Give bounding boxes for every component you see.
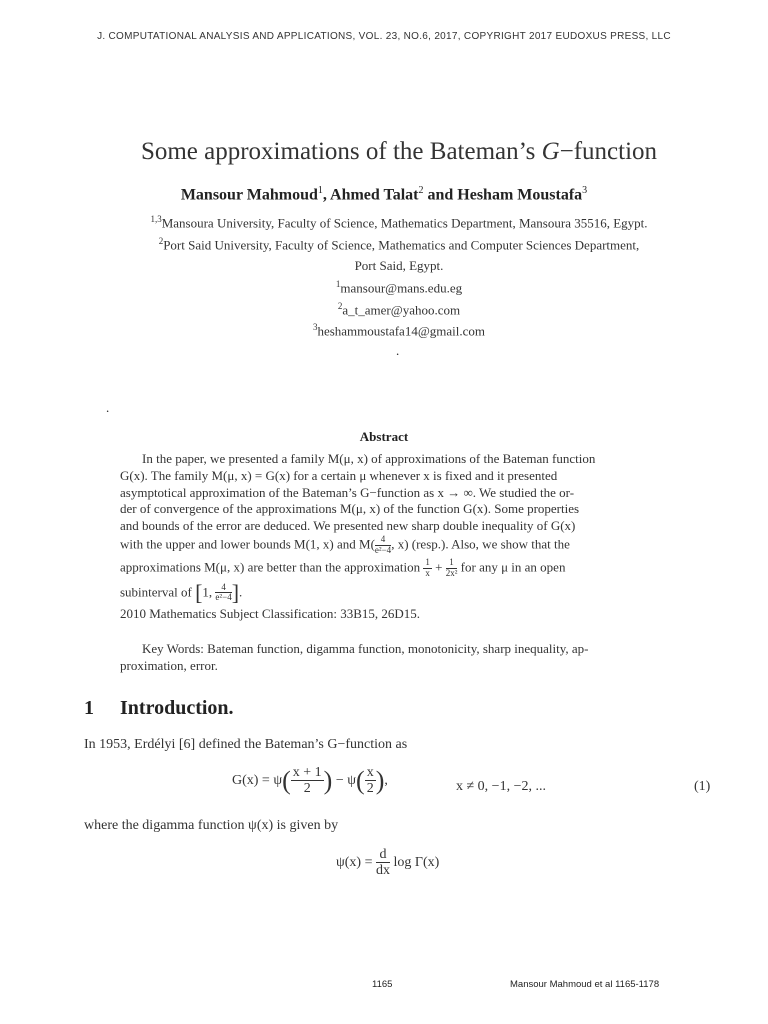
section-heading: [84, 697, 234, 720]
fraction-numerator: 4: [375, 535, 391, 546]
equation-middle: − ψ: [332, 772, 357, 788]
affiliation-line: [0, 236, 768, 253]
affiliation-sup: 1,3: [150, 214, 162, 224]
fraction-numerator: 4: [215, 583, 231, 594]
left-paren: (: [356, 765, 365, 795]
keywords: [120, 640, 678, 674]
title-variable: G: [541, 138, 560, 165]
fraction-denominator: e²−4: [215, 592, 232, 603]
email-sup: 3: [312, 322, 318, 332]
stray-dot: .: [106, 400, 110, 415]
fraction-denominator: dx: [375, 863, 390, 879]
fraction: [375, 535, 391, 556]
author-separator: ,: [322, 186, 331, 204]
abstract-text: for any μ in an open: [457, 559, 566, 575]
abstract-line: In the paper, we presented a family M(μ, x) of approximations of the Bateman function: [142, 451, 596, 466]
abstract-body: [120, 451, 678, 603]
abstract-text: approximations M(μ, x) are better than the approximation: [120, 559, 424, 575]
abstract-text: subinterval of: [120, 583, 196, 599]
fraction-numerator: x + 1: [292, 765, 322, 780]
author-list: [0, 185, 768, 204]
fraction-denominator: 2: [366, 781, 374, 797]
equation-comma: ,: [384, 772, 388, 788]
email-text: a_t_amer@yahoo.com: [342, 302, 461, 318]
intro-paragraph: In 1953, Erdélyi [6] defined the Bateman’s G−function as: [84, 737, 408, 752]
author-sup: 2: [418, 185, 424, 196]
journal-header: J. COMPUTATIONAL ANALYSIS AND APPLICATIONS, VOL. 23, NO.6, 2017, COPYRIGHT 2017 EUDOXUS PRESS, LLC: [97, 31, 671, 42]
equation-lhs: ψ(x) =: [336, 854, 376, 870]
msc-classification: 2010 Mathematics Subject Classification: 33B15, 26D15.: [120, 606, 421, 621]
equation-lhs: G(x) = ψ: [232, 772, 283, 788]
stray-dot: .: [396, 343, 400, 358]
equation-number: (1): [694, 779, 711, 794]
fraction-numerator: d: [376, 847, 390, 863]
right-paren: ): [375, 765, 385, 795]
fraction: [365, 765, 376, 797]
equation-1: [232, 765, 388, 797]
keywords-line: Key Words: Bateman function, digamma function, monotonicity, sharp inequality, ap-: [142, 641, 589, 656]
plus-sign: +: [431, 559, 446, 575]
fraction-denominator: 2: [303, 781, 311, 797]
affiliation-line: [0, 258, 768, 274]
left-bracket: [: [195, 579, 203, 605]
title-text: Some approximations of the Bateman’s: [140, 138, 542, 165]
email-line: [0, 322, 768, 339]
paper-title: [0, 138, 768, 166]
email-sup: 1: [335, 279, 341, 289]
email-sup: 2: [337, 301, 343, 311]
abstract-line: [120, 558, 678, 579]
email-text: mansour@mans.edu.eg: [340, 280, 463, 296]
email-line: [0, 301, 768, 318]
fraction-numerator: x: [366, 765, 374, 780]
affiliation-line: [0, 214, 768, 231]
title-suffix: −function: [559, 138, 658, 165]
abstract-line: asymptotical approximation of the Bateman’s G−function as x → ∞. We studied the or-: [120, 484, 575, 500]
right-bracket: ]: [231, 579, 240, 605]
fraction: [423, 558, 432, 579]
abstract-text: .: [239, 583, 243, 599]
fraction-denominator: 2x²: [445, 567, 458, 578]
author-name: Hesham Moustafa: [457, 186, 583, 204]
abstract-line: [120, 579, 678, 605]
author-sup: 3: [582, 185, 588, 196]
section-title: Introduction.: [120, 697, 234, 719]
page-number: 1165: [372, 979, 393, 990]
author-separator: and: [423, 186, 458, 204]
abstract-line: and bounds of the error are deduced. We presented new sharp double inequality of G(x): [120, 518, 576, 534]
intro-paragraph: where the digamma function ψ(x) is given by: [84, 818, 339, 833]
fraction-numerator: 1: [425, 556, 430, 567]
affiliation-text: Port Said, Egypt.: [354, 258, 444, 273]
fraction-numerator: 1: [446, 558, 458, 569]
fraction-denominator: x: [425, 567, 430, 578]
abstract-heading: Abstract: [359, 429, 409, 444]
affiliation-sup: 2: [158, 236, 164, 246]
author-name: Ahmed Talat: [330, 186, 419, 204]
abstract-line: [120, 535, 678, 556]
abstract-text: , x) (resp.). Also, we show that the: [391, 536, 570, 552]
running-footer: Mansour Mahmoud et al 1165-1178: [510, 979, 660, 990]
fraction: [215, 583, 231, 604]
left-paren: (: [282, 765, 291, 795]
email-line: [0, 279, 768, 296]
author-name: Mansour Mahmoud: [180, 186, 318, 204]
equation-condition: x ≠ 0, −1, −2, ...: [456, 779, 546, 794]
affiliation-text: Mansoura University, Faculty of Science, Mathematics Department, Mansoura 35516, Egypt.: [161, 215, 648, 231]
keywords-line: proximation, error.: [120, 658, 218, 673]
author-sup: 1: [317, 185, 323, 196]
affiliation-text: Port Said University, Faculty of Science, Mathematics and Computer Sciences Department,: [163, 237, 640, 253]
fraction: [376, 847, 390, 879]
right-paren: ): [323, 765, 333, 795]
section-number: 1: [84, 697, 94, 719]
fraction: [446, 558, 458, 579]
equation-2: [336, 847, 439, 879]
interval-start: 1,: [202, 583, 216, 599]
abstract-text: with the upper and lower bounds M(1, x) and M(: [120, 536, 375, 552]
abstract-line: der of convergence of the approximations M(μ, x) of the function G(x). Some properties: [120, 501, 580, 517]
equation-rhs: log Γ(x): [389, 854, 440, 870]
abstract-line: G(x). The family M(μ, x) = G(x) for a certain μ whenever x is fixed and it presented: [120, 467, 558, 483]
email-text: heshammoustafa14@gmail.com: [317, 323, 486, 339]
fraction-denominator: e²−4: [374, 544, 392, 555]
fraction: [291, 765, 324, 797]
